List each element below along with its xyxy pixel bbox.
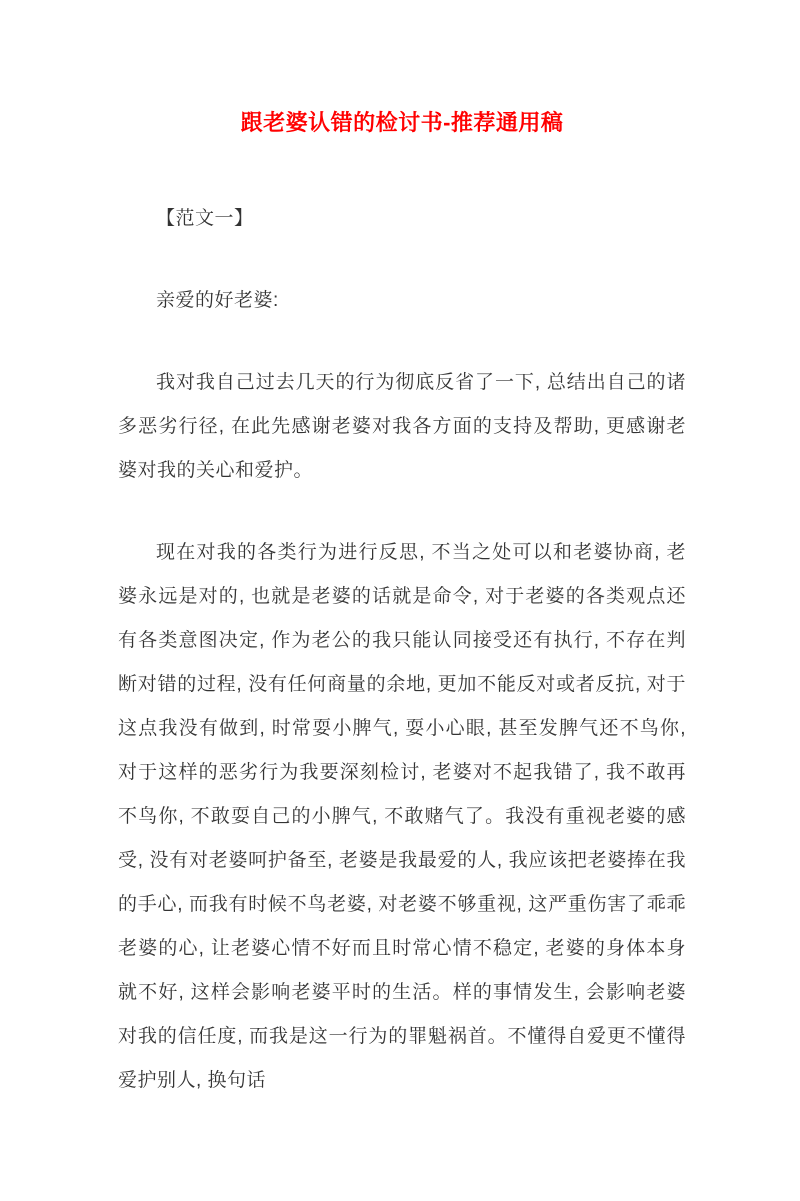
paragraph-body-2: 现在对我的各类行为进行反思, 不当之处可以和老婆协商, 老婆永远是对的, 也就是老婆的话就是命令, 对于老婆的各类观点还有各类意图决定, 作为老公的我只能认同接受还有执行, 不存在判断对错的过程, 没有任何商量的余地, 更加不能反对或者反抗, 对于这点我没有做到, 时常耍小脾气, 耍小心眼, 甚至发脾气还不鸟你, 对于这样的恶劣行为我要深刻检讨, 老婆对不起我错了, 我不敢再不鸟你, 不敢耍自己的小脾气, 不敢赌气了。我没有重视老婆的感受, 没有对老婆呵护备至, 老婆是我最爱的人, 我应该把老婆捧在我的手心, 而我有时候不鸟老婆, 对老婆不够重视, 这严重伤害了乖乖老婆的心, 让老婆心情不好而且时常心情不稳定, 老婆的身体本身就不好, 这样会影响老婆平时的生活。样的事情发生, 会影响老婆对我的信任度, 而我是这一行为的罪魁祸首。不懂得自爱更不懂得爱护别人, 换句话 (118, 541, 686, 1091)
paragraph-salutation: 亲爱的好老婆: (156, 289, 279, 311)
paragraph-body-1: 我对我自己过去几天的行为彻底反省了一下, 总结出自己的诸多恶劣行径, 在此先感谢老婆对我各方面的支持及帮助, 更感谢老婆对我的关心和爱护。 (118, 371, 686, 481)
paragraph-section-label: 【范文一】 (156, 207, 254, 229)
document-title: 跟老婆认错的检讨书-推荐通用稿 (240, 110, 564, 135)
